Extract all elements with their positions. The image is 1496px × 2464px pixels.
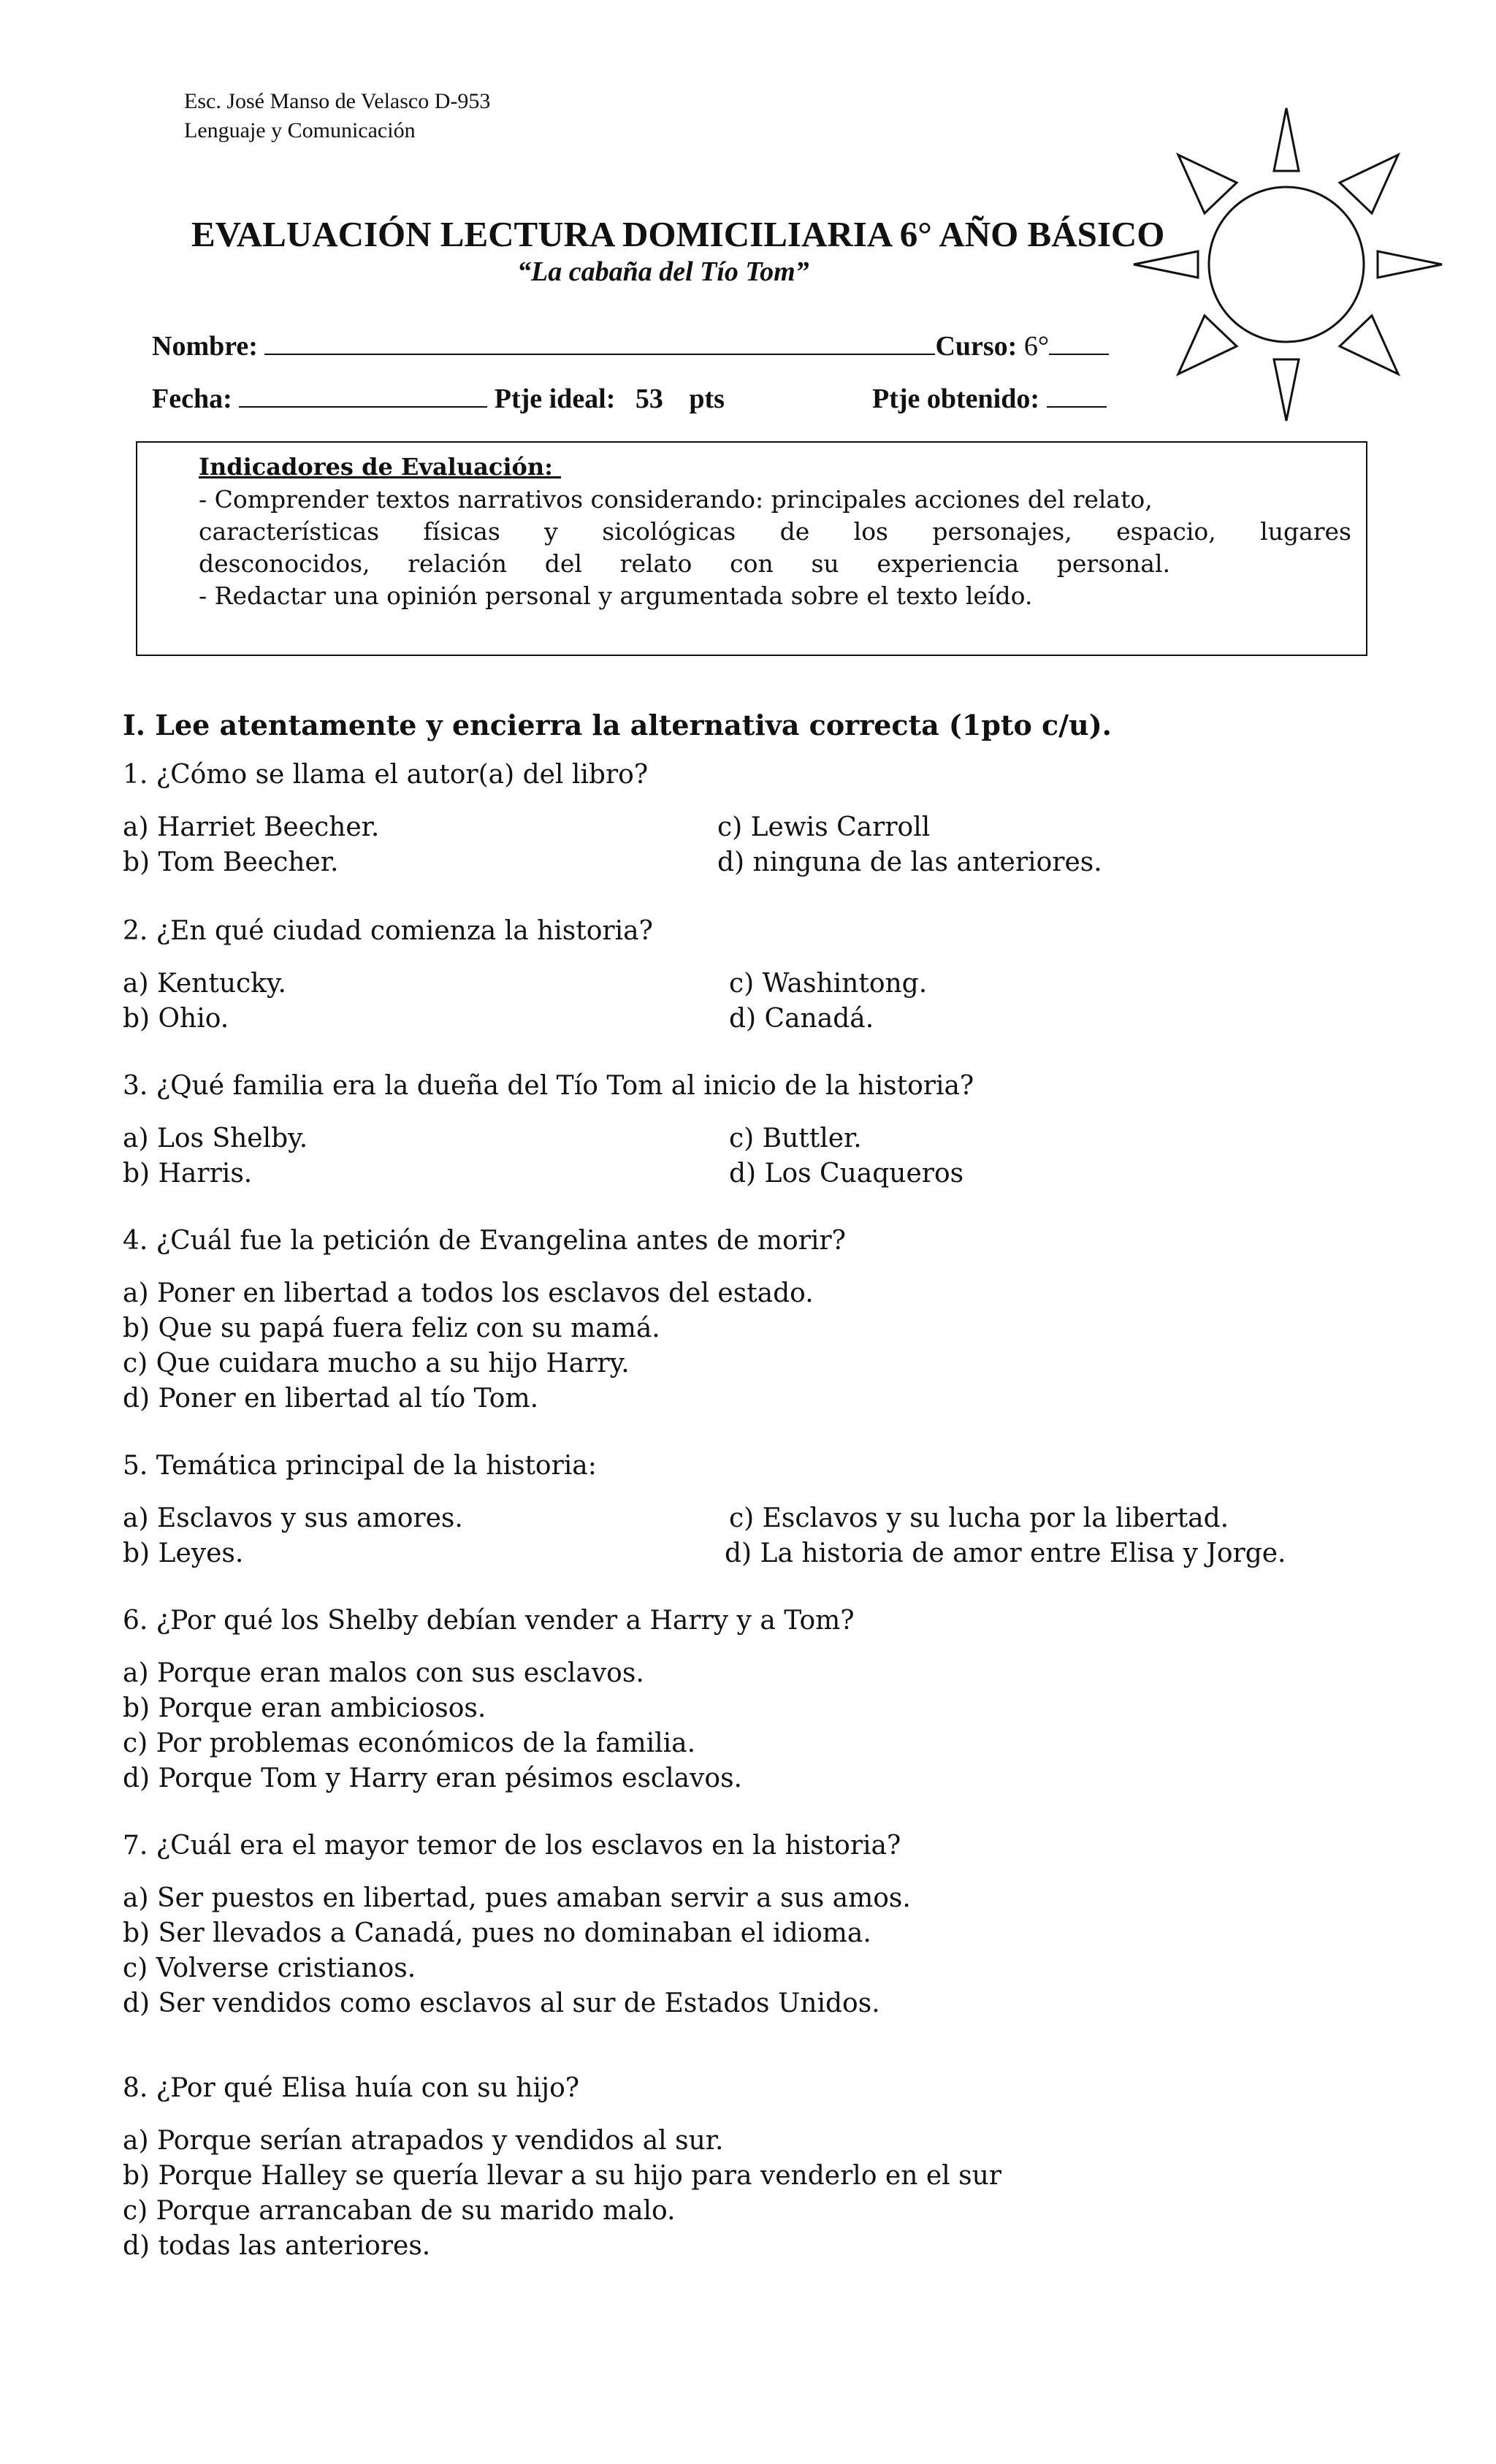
option[interactable]: a) Esclavos y sus amores. — [123, 1503, 463, 1533]
option[interactable]: d) Ser vendidos como esclavos al sur de Estados Unidos. — [123, 1988, 880, 2018]
page-title: EVALUACIÓN LECTURA DOMICILIARIA 6° AÑO BÁSICO — [191, 214, 1165, 254]
option[interactable]: c) Porque arrancaban de su marido malo. — [123, 2196, 676, 2226]
option[interactable]: d) Los Cuaqueros — [729, 1159, 964, 1189]
indicators-box — [136, 441, 1367, 656]
option[interactable]: b) Leyes. — [123, 1538, 244, 1568]
option[interactable]: b) Ohio. — [123, 1004, 229, 1034]
option[interactable]: c) Buttler. — [729, 1124, 862, 1153]
indicator-line: características físicas y sicológicas de los personajes, espacio, lugares — [199, 517, 1351, 546]
ptje-ideal-unit: pts — [689, 384, 725, 414]
question-8: 8. ¿Por qué Elisa huía con su hijo? — [123, 2073, 580, 2103]
ptje-obtenido-label: Ptje obtenido: — [872, 384, 1040, 414]
nombre-label: Nombre: — [152, 331, 258, 362]
option[interactable]: b) Que su papá fuera feliz con su mamá. — [123, 1313, 660, 1343]
option[interactable]: c) Esclavos y su lucha por la libertad. — [729, 1503, 1229, 1533]
option[interactable]: d) Poner en libertad al tío Tom. — [123, 1384, 539, 1414]
option[interactable]: c) Volverse cristianos. — [123, 1953, 416, 1983]
question-4: 4. ¿Cuál fue la petición de Evangelina antes de morir? — [123, 1226, 846, 1256]
question-6: 6. ¿Por qué los Shelby debían vender a Harry y a Tom? — [123, 1606, 855, 1636]
indicator-line: - Comprender textos narrativos considerando: principales acciones del relato, — [199, 485, 1153, 514]
book-title: “La cabaña del Tío Tom” — [517, 256, 809, 287]
option[interactable]: b) Ser llevados a Canadá, pues no dominaban el idioma. — [123, 1918, 871, 1948]
fecha-row — [152, 383, 725, 415]
nombre-row — [152, 330, 1109, 362]
option[interactable]: d) todas las anteriores. — [123, 2231, 431, 2261]
ptje-obtenido-field[interactable] — [1047, 384, 1107, 408]
indicator-line: desconocidos, relación del relato con su experiencia personal. — [199, 549, 1170, 578]
option[interactable]: d) Porque Tom y Harry eran pésimos esclavos. — [123, 1763, 742, 1793]
option[interactable]: d) Canadá. — [729, 1004, 874, 1034]
curso-value: 6° — [1023, 331, 1050, 362]
option[interactable]: b) Tom Beecher. — [123, 847, 339, 877]
option[interactable]: a) Ser puestos en libertad, pues amaban servir a sus amos. — [123, 1883, 911, 1913]
option[interactable]: d) La historia de amor entre Elisa y Jorge. — [725, 1538, 1286, 1568]
question-2: 2. ¿En qué ciudad comienza la historia? — [123, 916, 653, 946]
ptje-obtenido-row — [872, 383, 1107, 415]
ptje-ideal-value: 53 — [635, 384, 663, 414]
option[interactable]: a) Porque eran malos con sus esclavos. — [123, 1658, 644, 1688]
nombre-field[interactable] — [264, 332, 935, 355]
option[interactable]: c) Que cuidara mucho a su hijo Harry. — [123, 1349, 630, 1378]
school-name: Esc. José Manso de Velasco D-953 — [184, 89, 491, 113]
question-7: 7. ¿Cuál era el mayor temor de los esclavos en la historia? — [123, 1831, 901, 1861]
fecha-field[interactable] — [239, 384, 487, 408]
option[interactable]: c) Por problemas económicos de la familia. — [123, 1728, 696, 1758]
question-5: 5. Temática principal de la historia: — [123, 1451, 597, 1481]
option[interactable]: b) Porque eran ambiciosos. — [123, 1693, 486, 1723]
option[interactable]: d) ninguna de las anteriores. — [717, 847, 1102, 877]
question-3: 3. ¿Qué familia era la dueña del Tío Tom al inicio de la historia? — [123, 1071, 974, 1101]
question-1: 1. ¿Cómo se llama el autor(a) del libro? — [123, 760, 649, 790]
option[interactable]: a) Porque serían atrapados y vendidos al sur. — [123, 2126, 724, 2156]
curso-field[interactable] — [1049, 332, 1109, 355]
option[interactable]: b) Porque Halley se quería llevar a su hijo para venderlo en el sur — [123, 2161, 1001, 2191]
option[interactable]: a) Poner en libertad a todos los esclavos del estado. — [123, 1278, 814, 1308]
option[interactable]: a) Los Shelby. — [123, 1124, 308, 1153]
option[interactable]: b) Harris. — [123, 1159, 253, 1189]
option[interactable]: a) Kentucky. — [123, 969, 286, 999]
indicators-heading: Indicadores de Evaluación: — [199, 453, 562, 481]
option[interactable]: c) Lewis Carroll — [717, 812, 931, 842]
option[interactable]: a) Harriet Beecher. — [123, 812, 380, 842]
subject-name: Lenguaje y Comunicación — [184, 118, 416, 142]
section-title: I. Lee atentamente y encierra la alternativa correcta (1pto c/u). — [123, 709, 1112, 741]
indicator-line: - Redactar una opinión personal y argumentada sobre el texto leído. — [199, 581, 1033, 610]
ptje-ideal-label: Ptje ideal: — [494, 384, 616, 414]
sun-icon — [1125, 102, 1454, 431]
option[interactable]: c) Washintong. — [729, 969, 928, 999]
fecha-label: Fecha: — [152, 384, 232, 414]
curso-label: Curso: — [935, 331, 1018, 362]
